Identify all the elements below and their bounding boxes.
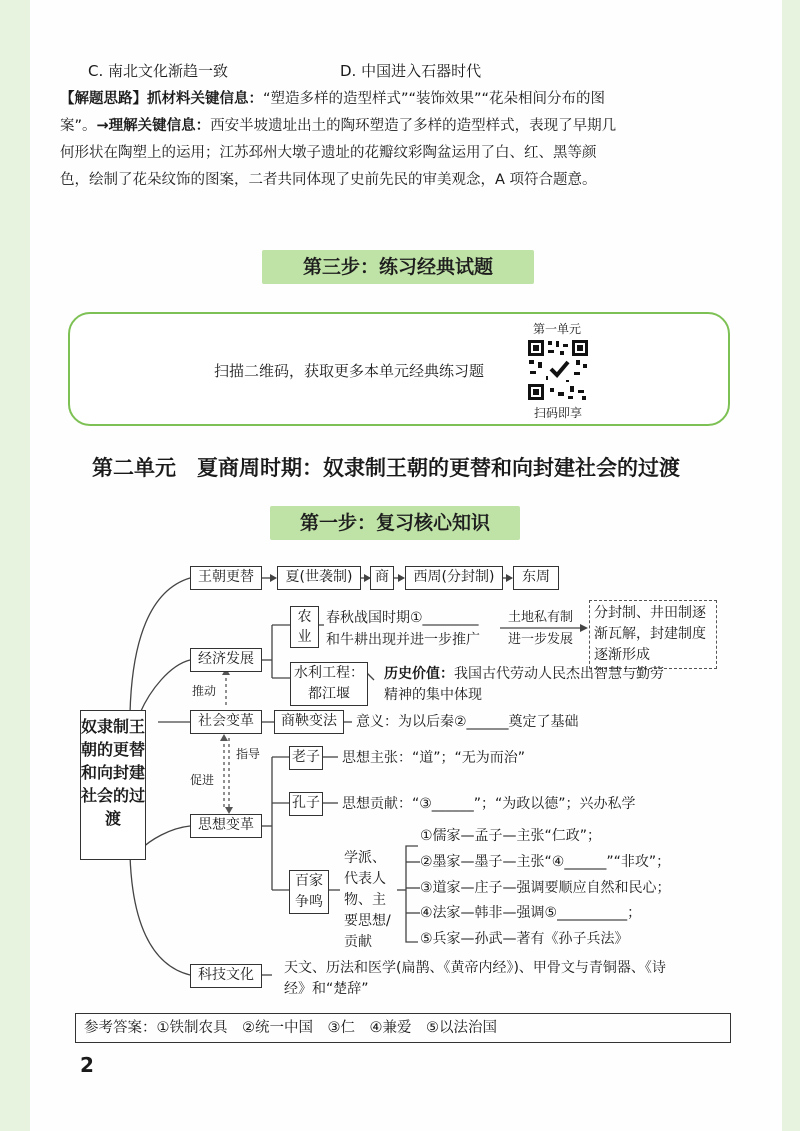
agri-text-2: 和牛耕出现并进一步推广 [326, 632, 480, 648]
hundred-schools: 百家争鸣 [289, 870, 329, 914]
unit-title: 第二单元 夏商周时期：奴隶制王朝的更替和向封建社会的过渡 [92, 456, 680, 480]
step3-banner: 第三步：练习经典试题 [262, 250, 534, 284]
qr-top-label: 第一单元 [533, 322, 582, 336]
kongzi-label: 孔子 [289, 792, 323, 816]
laozi-text: 思想主张：“道”；“无为而治” [342, 750, 526, 766]
dynasty-shang: 商 [370, 566, 394, 590]
school-item: ②墨家—墨子—主张“④______”“非攻”； [420, 854, 671, 870]
guide-label: 指导 [236, 747, 261, 761]
economy-result: 分封制、井田制逐渐瓦解，封建制度逐渐形成 [589, 600, 717, 669]
science-label: 科技文化 [190, 964, 262, 988]
school-item: ③道家—庄子—强调要顺应自然和民心； [420, 880, 671, 896]
science-text-1: 天文、历法和医学(扁鹊、《黄帝内经》)、甲骨文与青铜器、《诗 [284, 960, 666, 976]
option-c: C. 南北文化渐趋一致 [88, 62, 229, 80]
promote-label: 促进 [190, 773, 215, 787]
arrow-bottom-label: 进一步发展 [508, 632, 574, 647]
water-project-label: 水利工程： [294, 665, 364, 681]
agri-text-1: 春秋战国时期①________ [326, 610, 479, 626]
thought-label: 思想变革 [190, 814, 262, 838]
schools-description: 学派、代表人物、主要思想/贡献 [344, 850, 391, 950]
explanation-body: 西安半坡遗址出土的陶环塑造了多样的造型样式，表现了早期几何形状在陶塑上的运用；江苏邳州大墩子遗址的花瓣纹彩陶盆运用了白、红、黑等颜色，绘制了花朵纹饰的图案，二者共同体现了史前先民的审美观念，A 项符合题意。 [60, 118, 617, 188]
qr-text: 扫描二维码，获取更多本单元经典练习题 [214, 362, 485, 380]
step1-banner: 第一步：复习核心知识 [270, 506, 520, 540]
dynasty-western-zhou: 西周(分封制) [405, 566, 503, 590]
water-project [290, 662, 368, 706]
push-label: 推动 [192, 684, 217, 698]
explanation-label: 【解题思路】 [60, 91, 147, 107]
science-text-2: 经》和“楚辞” [284, 981, 369, 997]
reform-meaning: 意义：为以后秦②______奠定了基础 [356, 714, 579, 730]
option-d: D. 中国进入石器时代 [340, 62, 482, 80]
history-value [384, 664, 664, 684]
understand-label: →理解关键信息： [96, 118, 211, 134]
shang-yang-reform: 商鞅变法 [274, 710, 344, 734]
history-value-text-1: 我国古代劳动人民杰出智慧与勤劳 [454, 666, 664, 682]
school-item: ⑤兵家—孙武—著有《孙子兵法》 [420, 931, 629, 947]
economy-label: 经济发展 [190, 648, 262, 672]
water-project-name: 都江堰 [308, 686, 350, 702]
dynasty-xia: 夏(世袭制) [277, 566, 361, 590]
society-label: 社会变革 [190, 710, 262, 734]
mindmap-root: 奴隶制王朝的更替和向封建社会的过渡 [80, 710, 146, 860]
dynasty-label: 王朝更替 [190, 566, 262, 590]
agri-label: 农业 [290, 606, 319, 648]
arrow-top-label: 土地私有制 [508, 610, 574, 625]
school-item: ④法家—韩非—强调⑤__________； [420, 905, 642, 921]
kongzi-text: 思想贡献：“③______”；“为政以德”；兴办私学 [342, 796, 636, 812]
school-item: ①儒家—孟子—主张“仁政”； [420, 828, 602, 844]
history-value-label: 历史价值： [384, 666, 454, 682]
history-value-text-2: 精神的集中体现 [384, 687, 482, 703]
key-info-quote: “塑造多样的造型样式”“装饰效果”“花朵相间分布的图案”。 [60, 91, 606, 134]
qr-bottom-label: 扫码即享 [534, 406, 583, 420]
reference-answers: 参考答案：①铁制农具 ②统一中国 ③仁 ④兼爱 ⑤以法治国 [75, 1013, 731, 1043]
page-number: 2 [80, 1053, 94, 1077]
key-info-label: 抓材料关键信息： [147, 91, 263, 107]
dynasty-eastern-zhou: 东周 [513, 566, 559, 590]
laozi-label: 老子 [289, 746, 323, 770]
